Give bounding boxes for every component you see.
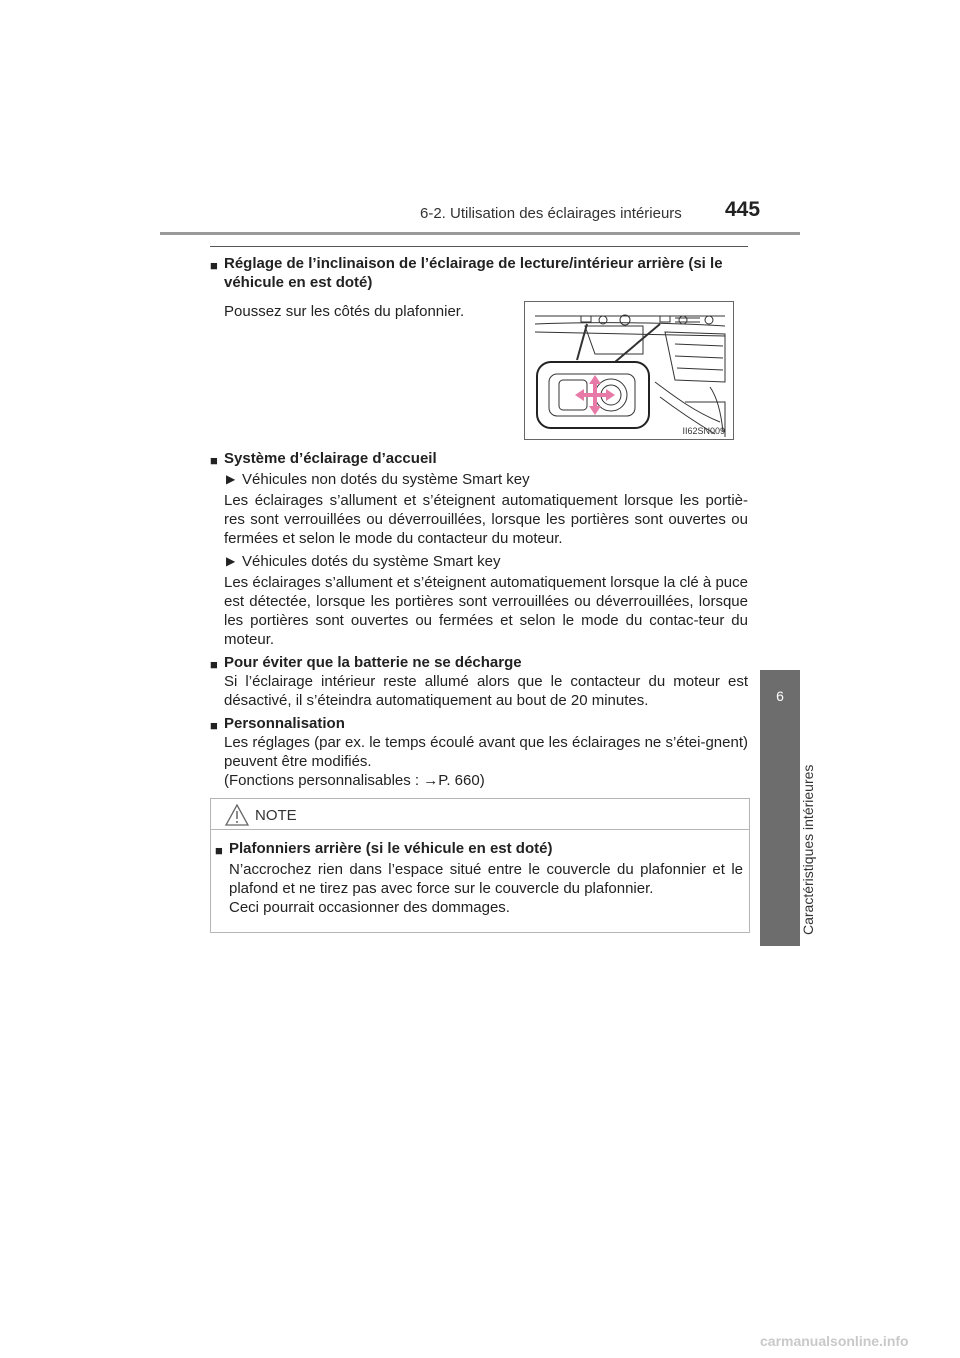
section-text: Les éclairages s’allument et s’éteignent automatiquement lorsque les portiè-res sont verrouillées ou déverrouillées, lorsque les portières sont ouvertes ou fermées et selon le mode du contacteur du moteur. xyxy=(224,492,748,547)
section-customization xyxy=(210,714,748,790)
chapter-tab[interactable] xyxy=(760,670,800,946)
section-text: Si l’éclairage intérieur reste allumé alors que le contacteur du moteur est désactivé, il s’éteindra automatiquement au bout de 20 minutes. xyxy=(224,673,748,709)
section-welcome-lighting xyxy=(210,449,748,649)
note-box xyxy=(210,798,750,933)
section-heading: Système d’éclairage d’accueil xyxy=(224,450,437,467)
note-body xyxy=(215,839,743,917)
triangle-bullet-icon: ▶ xyxy=(226,472,236,486)
bullet-text: Véhicules non dotés du système Smart key xyxy=(242,471,530,488)
chapter-label: Caractéristiques intérieures xyxy=(800,764,816,935)
square-bullet-icon: ■ xyxy=(210,657,218,672)
triangle-bullet-icon: ▶ xyxy=(226,554,236,568)
note-label: NOTE xyxy=(255,807,297,824)
ceiling-light-illustration xyxy=(524,301,734,440)
square-bullet-icon: ■ xyxy=(215,843,223,858)
square-bullet-icon: ■ xyxy=(210,258,218,273)
section-heading: Réglage de l’inclinaison de l’éclairage de lecture/intérieur arrière (si le véhicule en est doté) xyxy=(224,255,723,291)
note-text: N’accrochez rien dans l’espace situé entre le couvercle du plafonnier et le plafond et ne tirez pas avec force sur le couvercle du plafonnier. xyxy=(229,861,743,897)
section-text: Les réglages (par ex. le temps écoulé avant que les éclairages ne s’étei-gnent) peuvent être modifiés. xyxy=(224,734,748,770)
header-rule xyxy=(160,232,800,235)
bullet-text: Véhicules dotés du système Smart key xyxy=(242,553,501,570)
section-heading: Personnalisation xyxy=(224,715,345,732)
chapter-number: 6 xyxy=(776,688,784,704)
note-text: Ceci pourrait occasionner des dommages. xyxy=(229,899,510,916)
watermark: carmanualsonline.info xyxy=(760,1333,909,1349)
section-title: 6-2. Utilisation des éclairages intérieurs xyxy=(420,205,682,222)
section-text: Poussez sur les côtés du plafonnier. xyxy=(224,303,465,320)
content-top-rule xyxy=(210,246,748,247)
square-bullet-icon: ■ xyxy=(210,718,218,733)
note-heading: Plafonniers arrière (si le véhicule en est doté) xyxy=(229,840,553,857)
ceiling-light-drawing xyxy=(525,302,733,439)
warning-triangle-icon xyxy=(225,804,249,826)
section-battery xyxy=(210,653,748,710)
section-text: Les éclairages s’allument et s’éteignent automatiquement lorsque la clé à puce est détectée, lorsque les portières sont verrouillées ou déverrouillées, lorsque les portières sont ouvertes ou fermées et selon le mode du contac-teur du moteur. xyxy=(224,574,748,648)
section-heading: Pour éviter que la batterie ne se décharge xyxy=(224,654,522,671)
square-bullet-icon: ■ xyxy=(210,453,218,468)
figure-code: II62SN009 xyxy=(682,426,725,436)
page-number: 445 xyxy=(725,198,761,221)
note-header xyxy=(211,799,749,830)
customization-link[interactable]: (Fonctions personnalisables : →P. 660) xyxy=(224,772,485,789)
